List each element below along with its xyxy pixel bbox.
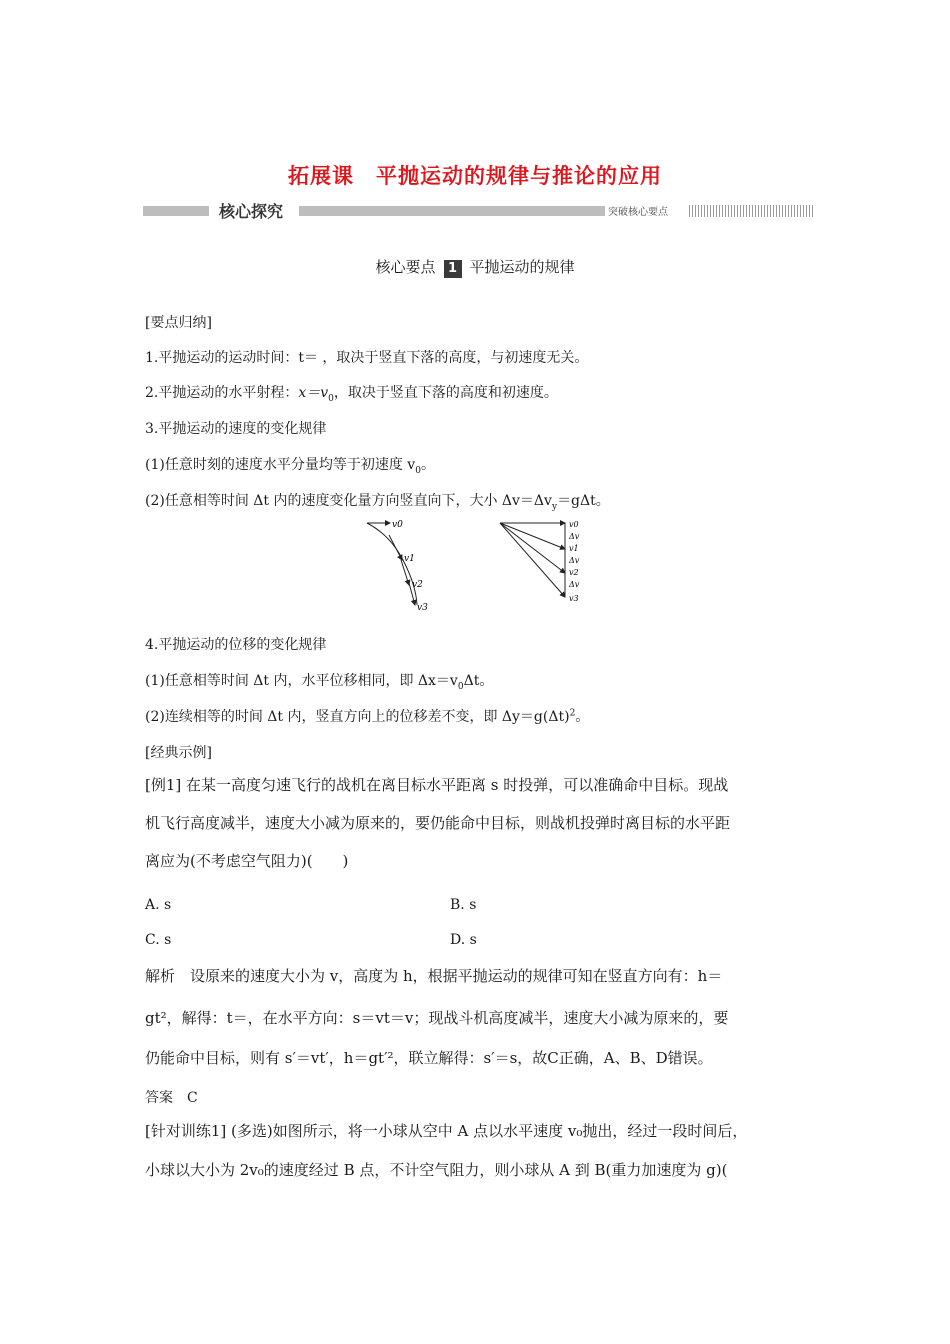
solution-line-1: 解析 设原来的速度大小为 v，高度为 h，根据平抛运动的规律可知在竖直方向有：h＝: [145, 967, 723, 985]
summary-item-3-1: [145, 454, 435, 476]
summary-item-4-1-end: Δt。: [463, 673, 494, 689]
summary-item-4: 4.平抛运动的位移的变化规律: [145, 637, 327, 653]
summary-item-3-2-a: (2)任意相等时间 Δt 内的速度变化量方向竖直向下，大小 Δv＝Δv: [145, 493, 552, 509]
summary-item-4-1: [145, 670, 493, 692]
summary-heading: [要点归纳]: [145, 315, 212, 331]
banner-label-core: 核心探究: [215, 199, 287, 222]
summary-item-3-2: [145, 490, 610, 512]
left-label-v3: v3: [417, 603, 428, 613]
summary-item-2-c: 0: [328, 393, 334, 404]
right-label-2: Δv: [569, 532, 580, 541]
example-line-1: [例1] 在某一高度匀速飞行的战机在离目标水平距离 s 时投弹，可以准确命中目标。现战: [145, 776, 729, 794]
example-heading: [经典示例]: [145, 745, 212, 761]
summary-item-3-1-b: 0: [415, 465, 421, 476]
option-b: B. s: [450, 897, 477, 913]
banner-label-breakthrough: 突破核心要点: [605, 203, 671, 218]
key-point-heading: [0, 256, 950, 278]
option-c: C. s: [145, 932, 172, 948]
summary-item-4-2-a: (2)连续相等的时间 Δt 内，竖直方向上的位移差不变，即 Δy＝g(Δt): [145, 709, 570, 725]
summary-item-2: [145, 382, 558, 404]
banner-stripes: [689, 205, 813, 217]
banner-bar-middle: [299, 206, 621, 216]
option-a: A. s: [145, 897, 172, 913]
answer-line: 答案 C: [145, 1090, 198, 1106]
summary-item-4-1-sub: 0: [457, 681, 464, 692]
right-label-1: v0: [569, 520, 579, 529]
right-label-7: v3: [569, 594, 579, 603]
summary-item-2-d: ，取决于竖直下落的高度和初速度。: [333, 385, 558, 401]
summary-item-4-2-end: 。: [575, 709, 590, 725]
summary-item-3-2-end: ＝gΔt。: [557, 493, 610, 509]
summary-item-4-1-a: (1)任意相等时间 Δt 内，水平位移相同，即 Δx＝v: [145, 673, 458, 689]
summary-item-3-1-c: 。: [420, 457, 435, 473]
summary-item-1: 1.平抛运动的运动时间：t＝ ，取决于竖直下落的高度，与初速度无关。: [145, 350, 589, 366]
summary-item-3: 3.平抛运动的速度的变化规律: [145, 421, 327, 437]
summary-item-2-a: 2.平抛运动的水平射程：: [145, 385, 299, 401]
summary-item-3-1-a: (1)任意时刻的速度水平分量均等于初速度 v: [145, 457, 416, 473]
example-line-3: 离应为(不考虑空气阻力)( ): [145, 852, 349, 870]
training-line-1: [针对训练1] (多选)如图所示，将一小球从空中 A 点以水平速度 v₀抛出，经过一段时间后，: [145, 1122, 748, 1140]
page-title: 拓展课 平抛运动的规律与推论的应用: [288, 164, 662, 188]
trajectory-diagram: [367, 520, 428, 613]
summary-item-4-2: [145, 706, 589, 726]
key-point-title: 平抛运动的规律: [469, 258, 575, 276]
summary-item-2-b: x＝v: [298, 385, 329, 401]
key-point-number: 1: [444, 260, 462, 278]
option-d: D. s: [450, 932, 477, 948]
velocity-diagrams: [355, 515, 595, 615]
example-line-2: 机飞行高度减半，速度大小减为原来的，要仍能命中目标，则战机投弹时离目标的水平距: [145, 814, 731, 832]
left-label-v0: v0: [392, 520, 403, 530]
solution-line-3: 仍能命中目标，则有 s′＝vt′，h＝gt′²，联立解得：s′＝s，故C正确，A、B、D错误。: [145, 1049, 713, 1067]
left-label-v1: v1: [404, 554, 415, 564]
key-point-prefix: 核心要点: [375, 258, 436, 276]
summary-item-3-2-sub: y: [551, 501, 558, 512]
training-line-2: 小球以大小为 2v₀的速度经过 B 点，不计空气阻力，则小球从 A 到 B(重力加速度为 g)(: [145, 1161, 728, 1179]
section-banner: [143, 201, 813, 221]
left-label-v2: v2: [412, 580, 423, 590]
right-label-6: Δv: [569, 580, 580, 589]
solution-line-2: gt²，解得：t＝，在水平方向：s＝vt＝v；现战斗机高度减半，速度大小减为原来的，要: [145, 1009, 729, 1027]
summary-item-4-2-sup: 2: [569, 708, 576, 719]
velocity-change-diagram: [500, 520, 580, 603]
right-label-4: Δv: [569, 556, 580, 565]
right-label-5: v2: [569, 568, 579, 577]
banner-bar-left: [143, 206, 209, 216]
right-label-3: v1: [569, 544, 579, 553]
